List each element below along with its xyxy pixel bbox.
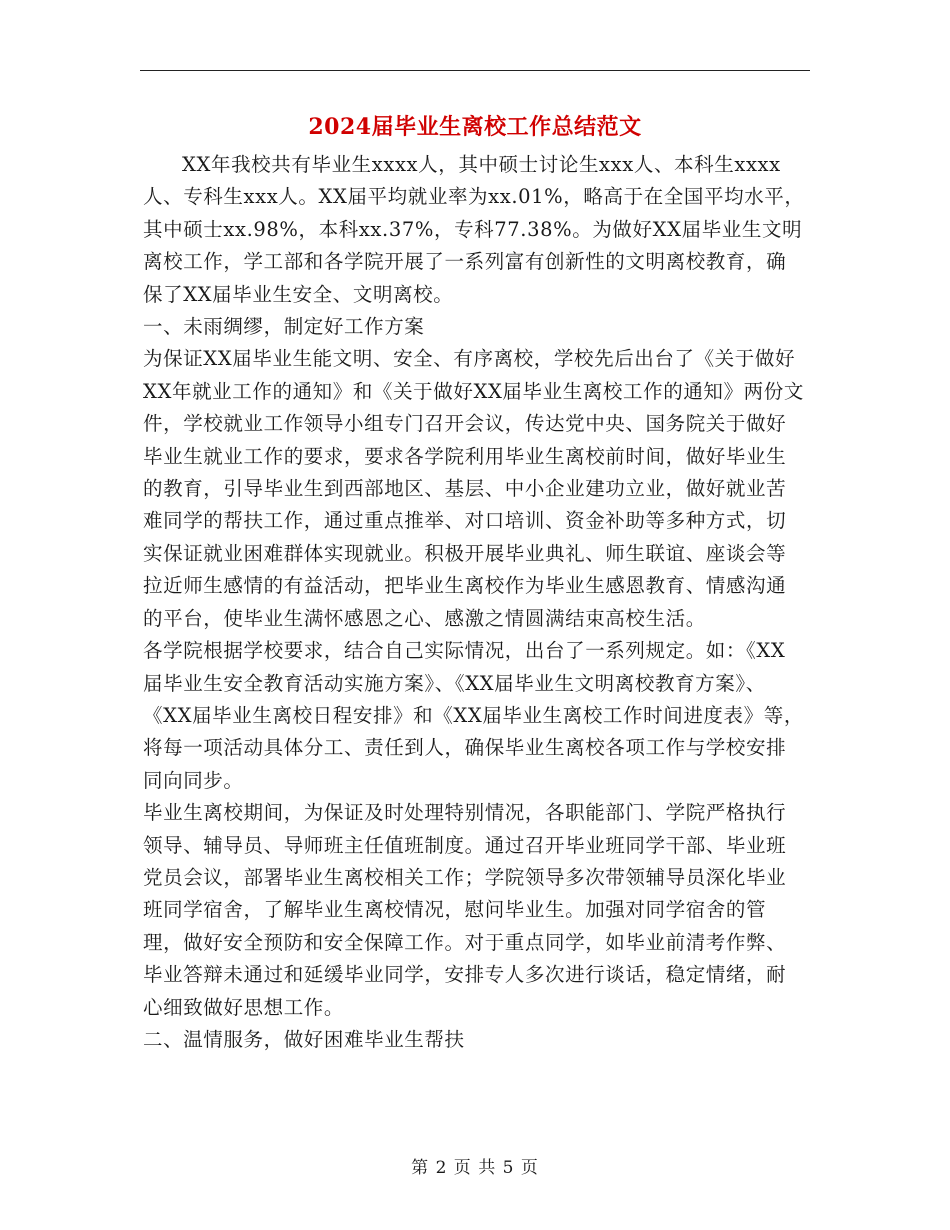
section-heading-1: 一、未雨绸缪，制定好工作方案 [143, 315, 425, 339]
document-body [143, 149, 805, 1056]
header-rule [140, 70, 810, 71]
paragraph-section-1b: 各学院根据学校要求，结合自己实际情况，出台了一系列规定。如：《XX届毕业生安全教育活动实施方案》、《XX届毕业生文明离校教育方案》、《XX届毕业生离校日程安排》和《XX届毕业生离校工作时间进度表》等，将每一项活动具体分工、责任到人，确保毕业生离校各项工作与学校安排同向同步。 [143, 639, 804, 792]
document-title: 2024届毕业生离校工作总结范文 [308, 114, 642, 140]
paragraph-section-1a: 为保证XX届毕业生能文明、安全、有序离校，学校先后出台了《关于做好XX年就业工作的通知》和《关于做好XX届毕业生离校工作的通知》两份文件，学校就业工作领导小组专门召开会议，传达党中央、国务院关于做好毕业生就业工作的要求，要求各学院利用毕业生离校前时间，做好毕业生的教育，引导毕业生到西部地区、基层、中小企业建功立业，做好就业苦难同学的帮扶工作，通过重点推举、对口培训、资金补助等多种方式，切实保证就业困难群体实现就业。积极开展毕业典礼、师生联谊、座谈会等拉近师生感情的有益活动，把毕业生离校作为毕业生感恩教育、情感沟通的平台，使毕业生满怀感恩之心、感激之情圆满结束高校生活。 [143, 347, 804, 630]
section-heading-2: 二、温情服务，做好困难毕业生帮扶 [143, 1027, 465, 1051]
paragraph-section-1c: 毕业生离校期间，为保证及时处理特别情况，各职能部门、学院严格执行领导、辅导员、导师班主任值班制度。通过召开毕业班同学干部、毕业班党员会议，部署毕业生离校相关工作；学院领导多次带领辅导员深化毕业班同学宿舍，了解毕业生离校情况，慰问毕业生。加强对同学宿舍的管理，做好安全预防和安全保障工作。对于重点同学，如毕业前清考作弊、毕业答辩未通过和延缓毕业同学，安排专人多次进行谈话，稳定情绪，耐心细致做好思想工作。 [143, 801, 787, 1019]
paragraph-intro: XX年我校共有毕业生xxxx人，其中硕士讨论生xxx人、本科生xxxx人、专科生xxx人。XX届平均就业率为xx.01%，略高于在全国平均水平，其中硕士xx.98%，本科xx.37%，专科77.38%。为做好XX届毕业生文明离校工作，学工部和各学院开展了一系列富有创新性的文明离校教育，确保了XX届毕业生安全、文明离校。 [143, 153, 805, 306]
page-number: 第 2 页 共 5 页 [411, 1158, 539, 1178]
